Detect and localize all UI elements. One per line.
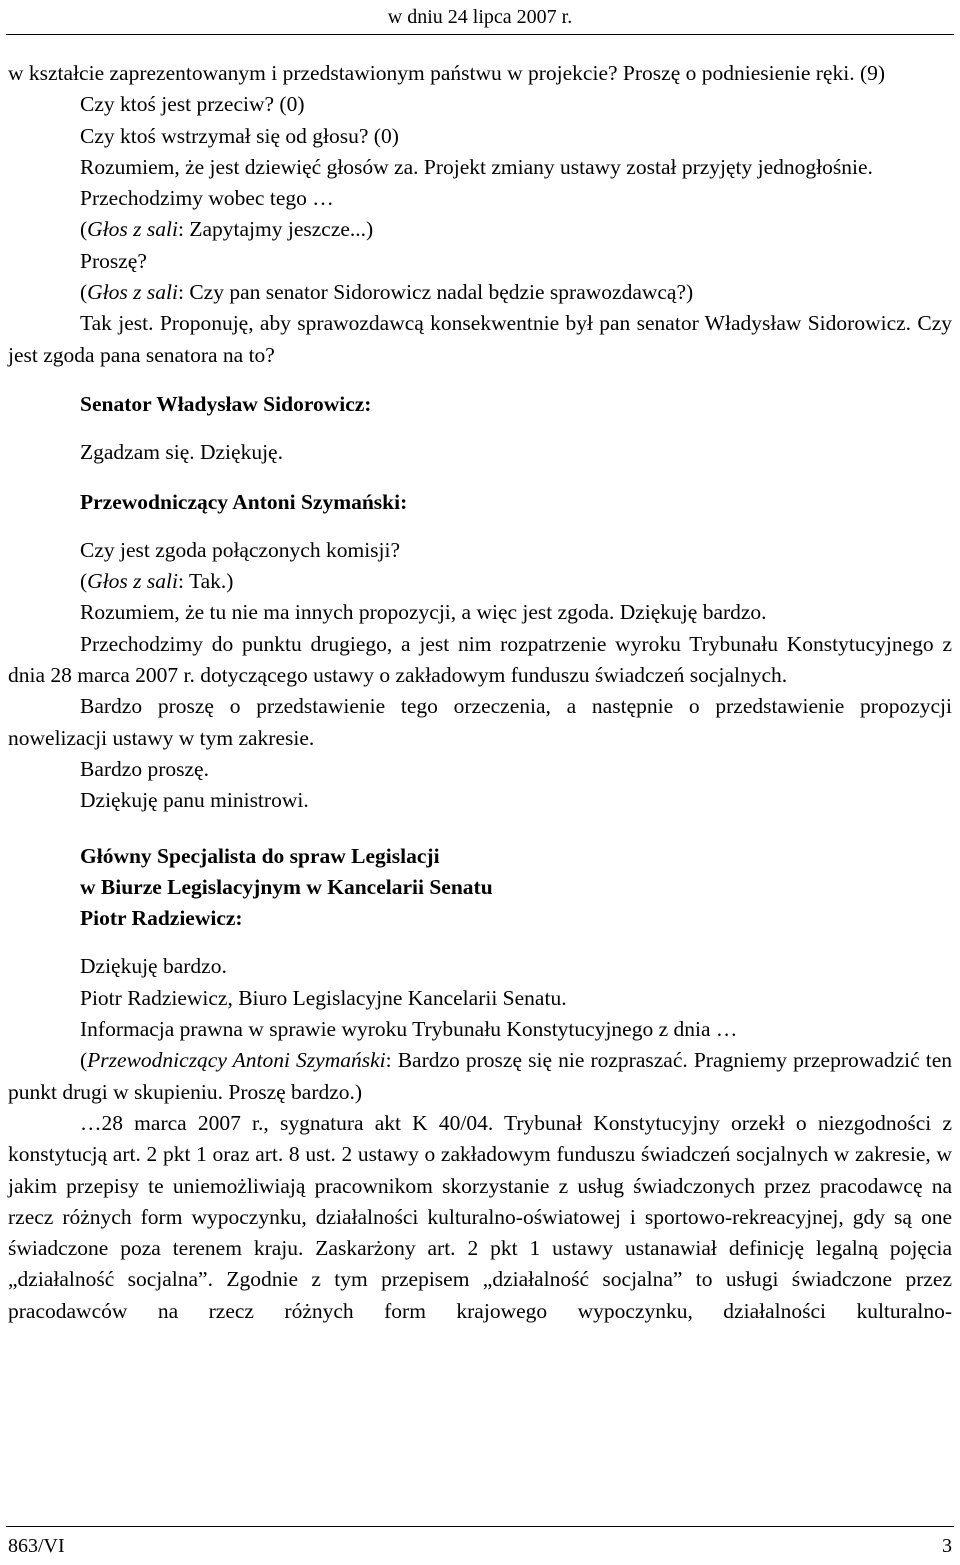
footer-document-number: 863/VI bbox=[8, 1535, 65, 1557]
interjection-text: : Bardzo proszę się nie rozpraszać. Pragniemy przeprowadzić ten punkt drugi w skupieniu. Proszę bardzo.) bbox=[8, 1048, 953, 1104]
paragraph: Bardzo proszę o przedstawienie tego orzeczenia, a następnie o przedstawienie propozycji nowelizacji ustawy w tym zakresie. bbox=[8, 694, 952, 750]
paragraph: Czy ktoś wstrzymał się od głosu? (0) bbox=[80, 123, 399, 148]
paragraph: Bardzo proszę. bbox=[80, 756, 209, 781]
paren-open: ( bbox=[80, 280, 88, 305]
interjection bbox=[8, 566, 952, 597]
paragraph: w kształcie zaprezentowanym i przedstawionym państwu w projekcie? Proszę o podniesienie ręki. (9) bbox=[8, 61, 886, 85]
paragraph: Dziękuję bardzo. bbox=[80, 954, 227, 979]
paragraph: Zgadzam się. Dziękuję. bbox=[80, 440, 283, 465]
spacer bbox=[8, 371, 952, 389]
paragraph: Przechodzimy wobec tego … bbox=[80, 186, 334, 211]
header-date: w dniu 24 lipca 2007 r. bbox=[387, 6, 573, 28]
paragraph: Przechodzimy do punktu drugiego, a jest nim rozpatrzenie wyroku Trybunału Konstytucyjnego z dnia 28 marca 2007 r. dotyczącego ustawy o zakładowym funduszu świadczeń socjalnych. bbox=[8, 631, 952, 688]
paragraph: …28 marca 2007 r., sygnatura akt K 40/04. Trybunał Konstytucyjny orzekł o niezgodności z konstytucją art. 2 pkt 1 oraz art. 8 ust. 2 ustawy o zakładowym funduszu świadczeń socjalnych w zakresie, w jakim przepisy te uniemożliwiają pracownikom skorzystanie z usług świadczonych przez pracodawcę na rzecz różnych form wypoczynku, działalności kulturalno-oświatowej i sportowo-rekreacyjnej, gdy są one świadczone poza terenem kraju. Zaskarżony art. 2 pkt 1 ustawy ustanawiał definicję legalną pojęcia „działalność socjalna”. Zgodnie z tym przepisem „działalność socjalna” to usługi świadczone przez pracodawców na rzecz różnych form krajowego wypoczynku, działalności kulturalno- bbox=[8, 1110, 952, 1323]
speaker-heading-line: w Biurze Legislacyjnym w Kancelarii Senatu bbox=[80, 874, 493, 899]
paragraph: Rozumiem, że jest dziewięć głosów za. Projekt zmiany ustawy został przyjęty jednogłośnie. bbox=[80, 154, 873, 179]
interjection bbox=[8, 1045, 952, 1108]
spacer bbox=[8, 469, 952, 487]
spacer bbox=[8, 518, 952, 535]
paren-open: ( bbox=[80, 569, 88, 594]
interjection-text: : Zapytajmy jeszcze...) bbox=[177, 217, 374, 242]
paragraph: Proszę? bbox=[80, 248, 147, 273]
speaker-heading-line: Główny Specjalista do spraw Legislacji bbox=[80, 843, 440, 868]
spacer bbox=[8, 817, 952, 841]
speaker-heading-line: Piotr Radziewicz: bbox=[80, 906, 243, 931]
paragraph: Czy jest zgoda połączonych komisji? bbox=[80, 537, 401, 562]
voice-from-hall: Głos z sali bbox=[87, 280, 178, 305]
paragraph: Rozumiem, że tu nie ma innych propozycji, a więc jest zgoda. Dziękuję bardzo. bbox=[80, 600, 767, 625]
voice-from-hall: Głos z sali bbox=[87, 217, 178, 242]
speaker-heading: Senator Władysław Sidorowicz: bbox=[80, 391, 372, 416]
footer-rule bbox=[6, 1526, 954, 1527]
document-body bbox=[8, 58, 952, 1327]
interjection bbox=[8, 214, 952, 245]
paren-open: ( bbox=[80, 217, 88, 242]
header-rule bbox=[6, 34, 954, 35]
interjection bbox=[8, 277, 952, 308]
paragraph: Informacja prawna w sprawie wyroku Trybunału Konstytucyjnego z dnia … bbox=[80, 1017, 738, 1042]
paragraph: Czy ktoś jest przeciw? (0) bbox=[80, 92, 305, 117]
chairman-interjection: Przewodniczący Antoni Szymański bbox=[87, 1048, 386, 1073]
paragraph: Dziękuję panu ministrowi. bbox=[80, 788, 309, 813]
speaker-heading: Przewodniczący Antoni Szymański: bbox=[80, 489, 408, 514]
voice-from-hall: Głos z sali bbox=[87, 569, 178, 594]
paragraph: Tak jest. Proponuję, aby sprawozdawcą konsekwentnie był pan senator Władysław Sidorowicz. Czy jest zgoda pana senatora na to? bbox=[8, 311, 952, 367]
spacer bbox=[8, 420, 952, 437]
paren-open: ( bbox=[80, 1048, 88, 1073]
footer-page-number: 3 bbox=[942, 1535, 952, 1557]
interjection-text: : Czy pan senator Sidorowicz nadal będzie sprawozdawcą?) bbox=[177, 280, 694, 305]
spacer bbox=[8, 934, 952, 951]
interjection-text: : Tak.) bbox=[177, 569, 234, 594]
paragraph: Piotr Radziewicz, Biuro Legislacyjne Kancelarii Senatu. bbox=[80, 985, 567, 1010]
